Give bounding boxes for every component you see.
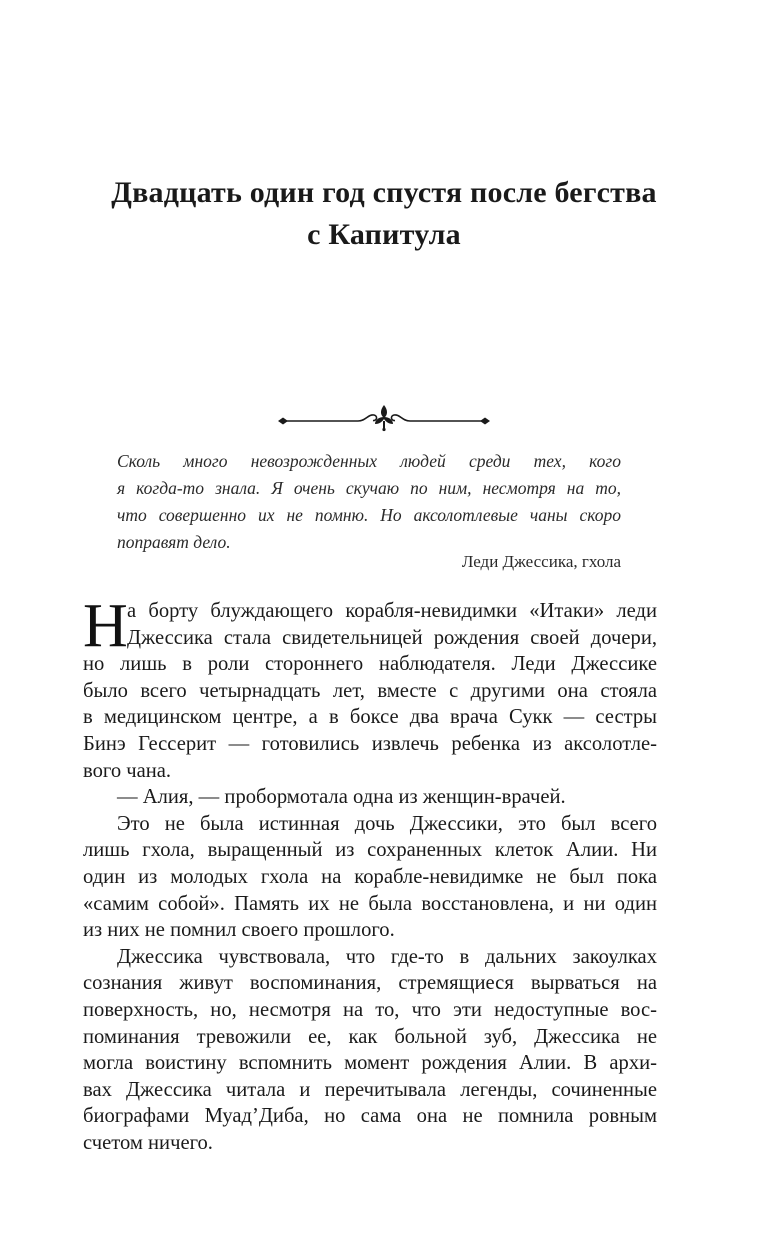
epigraph-author: Леди Джессика, гхола [461,552,621,571]
body-text [83,592,657,1156]
text-line: биографами Муад’Диба, но сама она не помнила ровным [83,1105,657,1128]
epigraph-line: что совершенно их не помню. Но аксолотлевые чаны скоро [117,505,621,525]
epigraph [117,448,621,556]
fleuron-divider-icon [276,402,492,432]
text-line: было всего четырнадцать лет, вместе с другими она стояла [83,679,657,702]
text-line: сознания живут воспоминания, стремящиеся вырваться на [83,972,657,995]
chapter-title [0,172,768,256]
chapter-title-line-1: Двадцать один год спустя после бегства [111,176,657,210]
text-line: Бинэ Гессерит — готовились извлечь ребенка из аксолотле- [83,732,657,755]
text-line: — Алия, — пробормотала одна из женщин-врачей. [117,786,566,809]
text-line: один из молодых гхола на корабле-невидимке не был пока [83,865,657,888]
text-line: Это не была истинная дочь Джессики, это был всего [117,812,657,835]
epigraph-line: Сколь много невозрожденных людей среди тех, кого [117,451,621,471]
text-line: но лишь в роли стороннего наблюдателя. Леди Джессике [83,653,657,676]
text-line: счетом ничего. [83,1131,213,1154]
text-line: поминания тревожили ее, как больной зуб, Джессика не [83,1025,657,1048]
text-line: а борту блуждающего корабля-невидимки «Итаки» леди [127,600,657,622]
text-line: поверхность, но, несмотря на то, что эти недоступные вос- [83,998,657,1021]
text-line: Джессика чувствовала, что где-то в дальних закоулках [117,945,657,968]
text-line: могла воистину вспомнить момент рождения Алии. В архи- [83,1052,657,1075]
epigraph-line: поправят дело. [117,532,231,552]
text-line: лишь гхола, выращенный из сохраненных клеток Алии. Ни [83,839,657,862]
epigraph-line: я когда-то знала. Я очень скучаю по ним, несмотря на то, [117,478,621,498]
chapter-title-line-2: с Капитула [307,218,461,252]
text-line: Джессика стала свидетельницей рождения своей дочери, [127,626,657,649]
text-line: вого чана. [83,759,172,782]
text-line: в медицинском центре, а в боксе два врача Сукк — сестры [83,706,657,729]
text-line: из них не помнил своего прошлого. [83,919,395,942]
drop-cap: Н [83,592,128,660]
text-line: «самим собой». Память их не была восстановлена, и ни один [83,892,657,915]
text-line: вах Джессика читала и перечитывала легенды, сочиненные [83,1078,657,1101]
